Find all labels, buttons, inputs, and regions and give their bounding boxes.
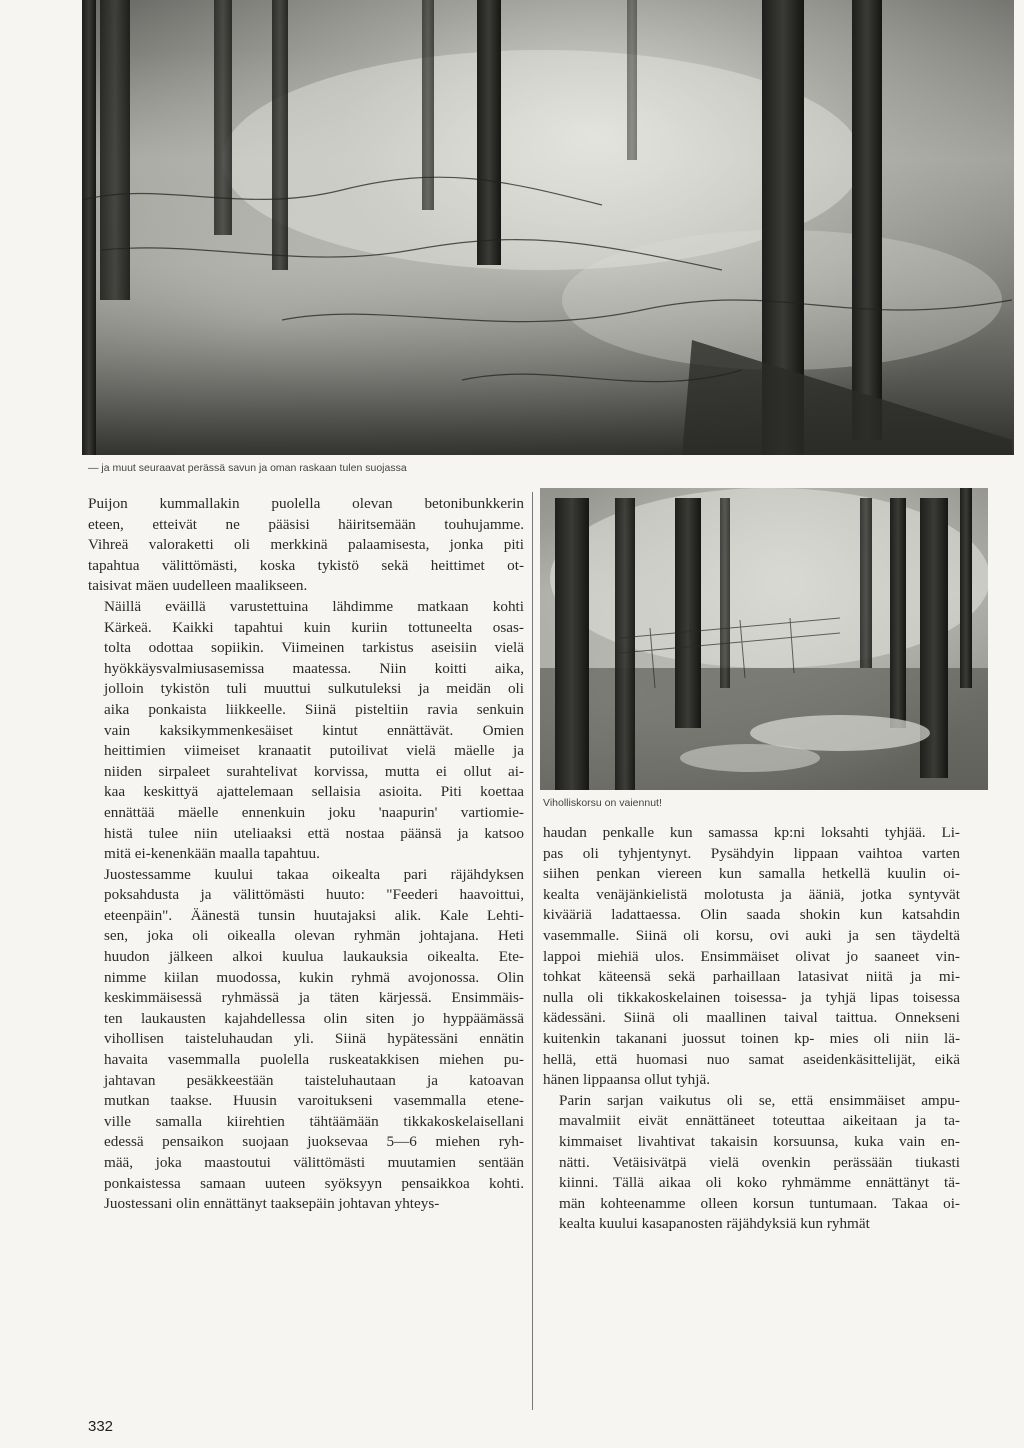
article-column-left <box>88 494 524 1215</box>
text-line: lappoi miehiä ulos. Ensimmäiset olivat jo saaneet vin- <box>543 947 960 965</box>
text-line: kivääriä ladattaessa. Olin saada shokin kun katsahdin <box>543 906 960 924</box>
text-line: nulla oli tikkakoskelainen toisessa- ja tyhjä lipas toisessa <box>543 988 960 1006</box>
text-line: keskimmäisessä ryhmässä ja täten kärjessä. Ensimmäis- <box>104 989 524 1007</box>
text-line: poksahdusta ja välittömästi huuto: "Feederi haavoittui, <box>104 886 524 904</box>
text-line: ten laukausten kajahdellessa olin siten jo hyppäämässä <box>104 1009 524 1027</box>
text-line: Parin sarjan vaikutus oli se, että ensimmäiset ampu- <box>559 1091 960 1109</box>
bunker-photo <box>540 488 988 790</box>
text-line: kuitenkin takanani juossut toinen kp- mies oli niin lä- <box>543 1029 960 1047</box>
text-line: Vihreä valoraketti oli merkkinä palaamisesta, jonka piti <box>88 536 524 554</box>
text-line: tolta odottaa sopiikin. Viimeinen tarkistus aseisiin vielä <box>104 639 524 657</box>
text-line: Juostessamme kuului takaa oikealta pari räjähdyksen <box>104 865 524 883</box>
text-line: vasemmalle. Siinä oli korsu, ovi auki ja sen täydeltä <box>543 926 960 944</box>
text-line: tapahtua välittömästi, koska tykistö sekä heittimet ot- <box>88 556 524 574</box>
text-line: vain kaksikymmenkesäiset kintut ennättävät. Omien <box>104 721 524 739</box>
text-line: sen, joka oli oikealla olevan ryhmän johtajana. Heti <box>104 927 524 945</box>
text-line: kiinni. Tällä aikaa oli koko ryhmämme ennättänyt tä- <box>559 1174 960 1192</box>
text-line: Juostessani olin ennättänyt taaksepäin johtavan yhteys- <box>104 1195 440 1213</box>
text-line: tohkat käteensä sekä parhaillaan latasivat niitä ja mi- <box>543 968 960 986</box>
photo-illustration-side <box>540 488 988 790</box>
text-line: ennättää mäelle ennenkuin joku 'naapurin' vartiomie- <box>104 803 524 821</box>
photo-illustration <box>82 0 1014 455</box>
article-column-right <box>543 823 960 1235</box>
text-line: Kärkeä. Kaikki tapahtui kuin kuriin tottuneelta osas- <box>104 618 524 636</box>
text-line: kädessäni. Siinä oli maallinen taival taittua. Onnekseni <box>543 1009 960 1027</box>
text-line: heittimien viimeiset kranaatit putoilivat vielä mäelle ja <box>104 742 524 760</box>
text-line: mitä ei-kenenkään maalla tapahtuu. <box>104 845 320 863</box>
paragraph <box>88 597 524 865</box>
column-divider <box>532 492 533 1410</box>
text-line: kimmaiset livahtivat takaisin korsuunsa, kuka vain en- <box>559 1132 960 1150</box>
paragraph <box>543 823 960 1091</box>
text-line: mavalmiit eivät ennättäneet toteuttaa aikeitaan ja ta- <box>559 1112 960 1130</box>
text-line: huudon jälkeen alkoi kuulua laukauksia oikealta. Ete- <box>104 948 524 966</box>
text-line: niiden sirpaleet surahtelivat korvissa, mutta ei ollut ai- <box>104 762 524 780</box>
text-line: ville samalla kiirehtien tähtäämään tikkakoskelaisellani <box>104 1112 524 1130</box>
text-line: eteen, etteivät ne pääsisi häiritsemään touhujamme. <box>88 515 524 533</box>
photo-caption-top: — ja muut seuraavat perässä savun ja oman raskaan tulen suojassa <box>88 462 407 474</box>
paragraph <box>88 865 524 1215</box>
photo-caption-side: Viholliskorsu on vaiennut! <box>543 797 662 809</box>
text-line: Näillä eväillä varustettuina lähdimme matkaan kohti <box>104 597 524 615</box>
text-line: siihen penkan viereen kun samalla hetkellä kuulin oi- <box>543 865 960 883</box>
text-line: taisivat mäen uudelleen maalikseen. <box>88 577 308 595</box>
paragraph <box>543 1091 960 1235</box>
text-line: mää, joka maastoutui välittömästi muutamien sentään <box>104 1154 524 1171</box>
text-line: jolloin tykistön tuli muuttui sulkutuleksi ja meidän oli <box>104 680 524 698</box>
text-line: kaa keskittyä ajattelemaan sellaisia asioita. Piti koettaa <box>104 783 524 801</box>
text-line: nätti. Vetäisivätpä vielä ovenkin perässään tiukasti <box>559 1153 960 1171</box>
text-line: kealta venäjänkielistä molotusta ja ääniä, jotka syntyvät <box>543 885 960 903</box>
text-line: havaita vasemmalla puolella ruskeatakkisen miehen pu- <box>104 1051 524 1069</box>
text-line: vihollisen taisteluhaudan yli. Siinä hypätessäni ennätin <box>104 1030 524 1048</box>
text-line: mutkan taakse. Huusin varoitukseni vasemmalla etene- <box>104 1092 524 1110</box>
text-line: Puijon kummallakin puolella olevan betonibunkkerin <box>88 495 524 512</box>
text-line: haudan penkalle kun samassa kp:ni loksahti tyhjää. Li- <box>543 824 960 841</box>
page-number: 332 <box>88 1418 114 1435</box>
text-line: hyökkäysvalmiusasemissa maatessa. Niin koitti aika, <box>104 659 524 677</box>
text-line: histä tulee niin uteliaaksi että nostaa päänsä ja katsoo <box>104 824 524 842</box>
text-line: hänen lippaansa ollut tyhjä. <box>543 1071 711 1089</box>
text-line: män kohteenamme olleen korsun tuntumaan. Takaa oi- <box>559 1194 960 1212</box>
text-line: pas oli tyhjentynyt. Pysähdyin lippaan vaihtoa varten <box>543 844 960 862</box>
text-line: hellä, että huomasi nuo samat aseidenkäsittelijät, eikä <box>543 1050 960 1068</box>
text-line: aika ponkaista liikkeelle. Siinä pisteltiin ravia senkuin <box>104 700 524 718</box>
battle-photo-forest-smoke <box>82 0 1014 455</box>
text-line: kealta kuului kasapanosten räjähdyksiä kun ryhmät <box>559 1215 870 1233</box>
text-line: edessä pensaikon suojaan juoksevaa 5—6 miehen ryh- <box>104 1133 524 1151</box>
text-line: eteenpäin". Äänestä tunsin huutajaksi alik. Kale Lehti- <box>104 906 524 924</box>
text-line: nimme kiilan muodossa, kukin ryhmä avojonossa. Olin <box>104 968 524 986</box>
paragraph <box>88 494 524 597</box>
text-line: ponkaistessa samaan uuteen syöksyyn pensaikkoa kohti. <box>104 1174 524 1192</box>
text-line: jahtavan pesäkkeestään taisteluhautaan ja katoavan <box>104 1071 524 1089</box>
